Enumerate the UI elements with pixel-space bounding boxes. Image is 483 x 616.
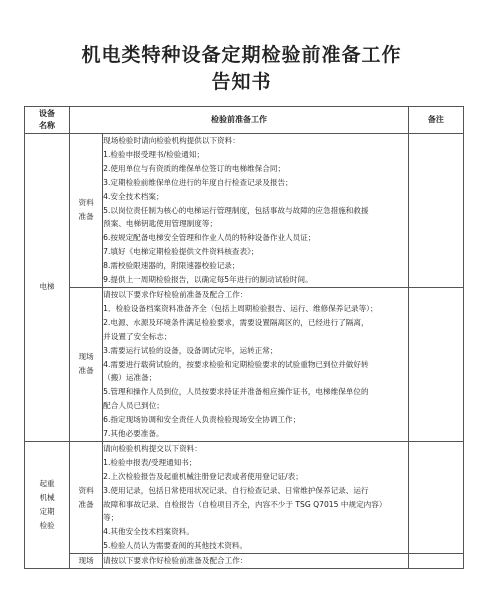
remarks-cell <box>408 554 463 569</box>
content-line: 4.需要进行载荷试验的，按要求检验和定期检验要求的试验重物已到位并做好转 <box>103 359 369 369</box>
row-label-line: 资料 <box>78 485 94 495</box>
content-line: 4.安全技术档案； <box>103 191 164 201</box>
content-cell <box>103 134 409 288</box>
content-line: 7.填好《电梯定期检验提供文件资料核查表》； <box>103 247 259 257</box>
device-cell-crane <box>25 441 70 568</box>
content-cell <box>103 554 409 569</box>
header-device-name-line-1: 设备 <box>39 109 56 118</box>
row-label-cell <box>70 287 103 441</box>
inspection-table <box>24 106 464 569</box>
row-label-cell <box>70 441 103 553</box>
row-label-line: 准备 <box>78 366 94 376</box>
content-line: 请按以下要求作好检验前准备及配合工作： <box>103 556 248 566</box>
table-row <box>25 554 464 569</box>
content-line: 3.需要运行试验的设备，设备调试完毕，运转正常； <box>103 345 278 355</box>
device-cell-elevator: 电梯 <box>25 134 70 442</box>
title-line-2: 告知书 <box>211 71 272 93</box>
content-cell <box>103 287 409 441</box>
table-row <box>25 134 464 288</box>
content-line: 3.使用记录，包括日常使用状况记录、自行检查记录、日常维护保养记录、运行 <box>103 485 369 495</box>
content-line: 5.管理和操作人员到位，人员按要求持证并准备相应操作证书，电梯维保单位的 <box>103 387 369 397</box>
content-line: （搬）运准备； <box>103 373 157 383</box>
content-line: 3.定期检验前维保单位进行的年度自行检查记录及报告； <box>103 177 293 187</box>
content-line: 并设置了安全标志； <box>103 331 172 341</box>
remarks-cell <box>408 287 463 441</box>
content-line: 5.以岗位责任制为核心的电梯运行管理制度，包括事故与故障的应急措施和救援 <box>103 205 369 215</box>
document-title <box>0 42 483 96</box>
content-line: 2.使用单位与有资质的维保单位签订的电梯维保合同； <box>103 163 286 173</box>
row-label-line: 现场 <box>78 352 94 362</box>
content-line: 2.电源、水源及环境条件满足检验要求，需要设置隔离区的，已经进行了隔离， <box>103 317 369 327</box>
row-label-line: 资料 <box>78 198 94 208</box>
content-line: 1.检验申报受理书/检验通知； <box>103 149 205 159</box>
content-line: 故障和事故记录、自检报告（自检项目齐全，内容不少于 TSG Q7015 中规定内容） <box>103 499 387 509</box>
device-label-line: 定期 <box>39 507 55 517</box>
content-line: 7.其他必要准备。 <box>103 429 164 439</box>
header-remarks: 备注 <box>408 107 463 134</box>
content-line: 1．检验设备档案资料准备齐全（包括上周期检验报告、运行、维修保养记录等）； <box>103 303 378 313</box>
content-line: 1.检验申报表/受理通知书； <box>103 457 197 467</box>
remarks-cell <box>408 134 463 288</box>
table-header-row <box>25 107 464 134</box>
content-line: 4.其他安全技术档案资料。 <box>103 527 194 537</box>
title-line-1: 机电类特种设备定期检验前准备工作 <box>81 44 402 66</box>
content-line: 配合人员已到位； <box>103 401 164 411</box>
device-label-line: 起重 <box>39 479 55 489</box>
header-device-name-line-2: 名称 <box>39 121 56 130</box>
content-line: 预案、电梯钥匙使用管理制度等； <box>103 219 218 229</box>
content-line: 请按以下要求作好检验前准备及配合工作： <box>103 289 248 299</box>
row-label-line: 准备 <box>78 212 94 222</box>
content-line: 2.上次检验报告及起重机械注册登记表或者使用登记证/表； <box>103 471 303 481</box>
remarks-cell <box>408 441 463 553</box>
row-label-line: 准备 <box>78 499 94 509</box>
content-line: 现场检验时请向检验机构提供以下资料： <box>103 136 240 145</box>
table-row <box>25 441 464 553</box>
content-line: 5.检验人员认为需要查阅的其他技术资料。 <box>103 541 248 551</box>
row-label-cell <box>70 554 103 569</box>
content-line: 9.提供上一周期检验报告，以确定每5年进行的制动试验时间。 <box>103 275 313 285</box>
header-device-name <box>25 107 70 134</box>
content-line: 6.指定现场协调和安全责任人负责检验现场安全协调工作； <box>103 415 301 425</box>
row-label-cell <box>70 134 103 288</box>
table-row <box>25 287 464 441</box>
row-label-line: 现场 <box>78 556 94 566</box>
device-label-line: 检验 <box>39 521 55 531</box>
device-label-line: 机械 <box>39 493 55 503</box>
header-work: 检验前准备工作 <box>70 107 409 134</box>
content-line: 8.需校验限速器的，附限速器校验记录； <box>103 261 240 271</box>
content-line: 6.按规定配备电梯安全管理和作业人员的特种设备作业人员证； <box>103 233 316 243</box>
content-cell <box>103 441 409 553</box>
content-line: 等； <box>103 513 119 523</box>
content-line: 请向检验机构提交以下资料： <box>103 443 202 453</box>
